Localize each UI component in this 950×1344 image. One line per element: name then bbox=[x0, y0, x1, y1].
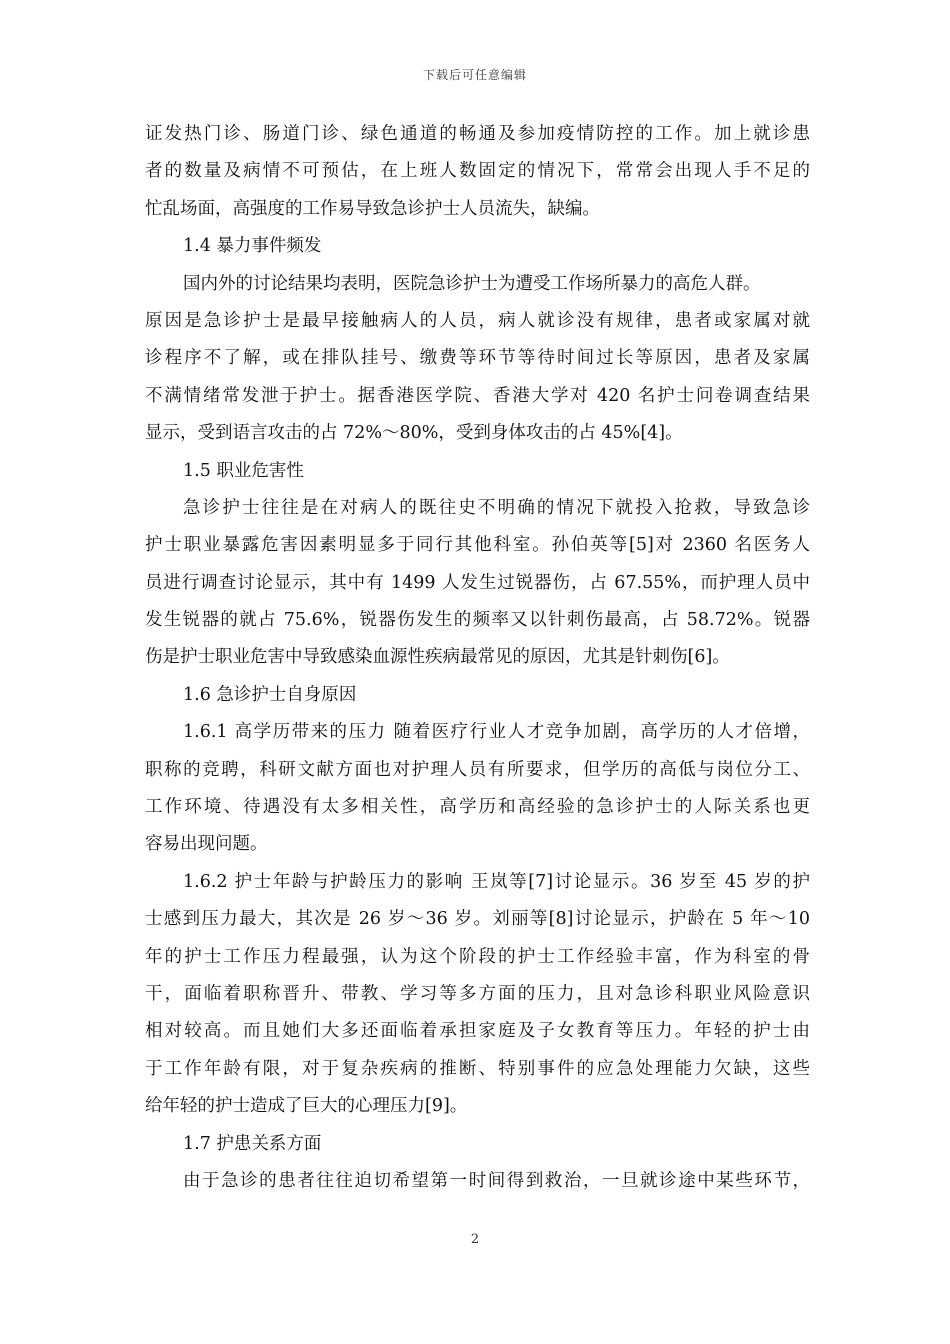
section-heading-1-5: 1.5 职业危害性 bbox=[183, 460, 304, 481]
subsection-1-6-2-line: 1.6.2 护士年龄与护龄压力的影响 王岚等[7]讨论显示。36 岁至 45 岁的护 bbox=[183, 871, 810, 892]
paragraph-line: 忙乱场面，高强度的工作易导致急诊护士人员流失，缺编。 bbox=[145, 198, 600, 219]
paragraph-line: 诊程序不了解，或在排队挂号、缴费等环节等待时间过长等原因，患者及家属 bbox=[145, 348, 810, 369]
paragraph-line: 者的数量及病情不可预估，在上班人数固定的情况下，常常会出现人手不足的 bbox=[145, 161, 810, 182]
paragraph-line: 士感到压力最大，其次是 26 岁～36 岁。刘丽等[8]讨论显示，护龄在 5 年～10 bbox=[145, 909, 810, 930]
paragraph-line: 工作环境、待遇没有太多相关性，高学历和高经验的急诊护士的人际关系也更 bbox=[145, 797, 810, 818]
paragraph-line: 容易出现问题。 bbox=[145, 834, 268, 855]
paragraph-line: 护士职业暴露危害因素明显多于同行其他科室。孙伯英等[5]对 2360 名医务人 bbox=[145, 535, 810, 556]
document-body bbox=[145, 116, 810, 1200]
paragraph-line: 职称的竞聘，科研文献方面也对护理人员有所要求，但学历的高低与岗位分工、 bbox=[145, 759, 810, 780]
paragraph-line: 由于急诊的患者往往迫切希望第一时间得到救治，一旦就诊途中某些环节， bbox=[183, 1170, 810, 1191]
section-heading-1-4: 1.4 暴力事件频发 bbox=[183, 236, 322, 257]
paragraph-line: 伤是护士职业危害中导致感染血源性疾病最常见的原因，尤其是针刺伤[6]。 bbox=[145, 647, 730, 668]
section-heading-1-6: 1.6 急诊护士自身原因 bbox=[183, 684, 357, 705]
paragraph-line: 员进行调查讨论显示，其中有 1499 人发生过锐器伤，占 67.55%，而护理人员中 bbox=[145, 572, 810, 593]
paragraph-line: 干，面临着职称晋升、带教、学习等多方面的压力，且对急诊科职业风险意识 bbox=[145, 983, 810, 1004]
paragraph-line: 发生锐器的就占 75.6%，锐器伤发生的频率又以针刺伤最高，占 58.72%。锐器 bbox=[145, 610, 810, 631]
paragraph-line: 不满情绪常发泄于护士。据香港医学院、香港大学对 420 名护士问卷调查结果 bbox=[145, 385, 810, 406]
paragraph-line: 给年轻的护士造成了巨大的心理压力[9]。 bbox=[145, 1096, 468, 1117]
page-header: 下载后可任意编辑 bbox=[422, 68, 527, 82]
paragraph-line: 年的护士工作压力程最强，认为这个阶段的护士工作经验丰富，作为科室的骨 bbox=[145, 946, 810, 967]
paragraph-line: 急诊护士往往是在对病人的既往史不明确的情况下就投入抢救，导致急诊 bbox=[183, 497, 810, 518]
subsection-1-6-1-line: 1.6.1 高学历带来的压力 随着医疗行业人才竞争加剧，高学历的人才倍增， bbox=[183, 722, 810, 743]
paragraph-line: 显示，受到语言攻击的占 72%～80%，受到身体攻击的占 45%[4]。 bbox=[145, 423, 683, 444]
paragraph-line: 原因是急诊护士是最早接触病人的人员，病人就诊没有规律，患者或家属对就 bbox=[145, 310, 810, 331]
paragraph-line: 于工作年龄有限，对于复杂疾病的推断、特别事件的应急处理能力欠缺，这些 bbox=[145, 1058, 810, 1079]
paragraph-line: 国内外的讨论结果均表明，医院急诊护士为遭受工作场所暴力的高危人群。 bbox=[183, 273, 761, 294]
section-heading-1-7: 1.7 护患关系方面 bbox=[183, 1133, 322, 1154]
paragraph-line: 证发热门诊、肠道门诊、绿色通道的畅通及参加疫情防控的工作。加上就诊患 bbox=[145, 124, 810, 144]
page-number: 2 bbox=[470, 1232, 480, 1247]
paragraph-line: 相对较高。而且她们大多还面临着承担家庭及子女教育等压力。年轻的护士由 bbox=[145, 1021, 810, 1042]
